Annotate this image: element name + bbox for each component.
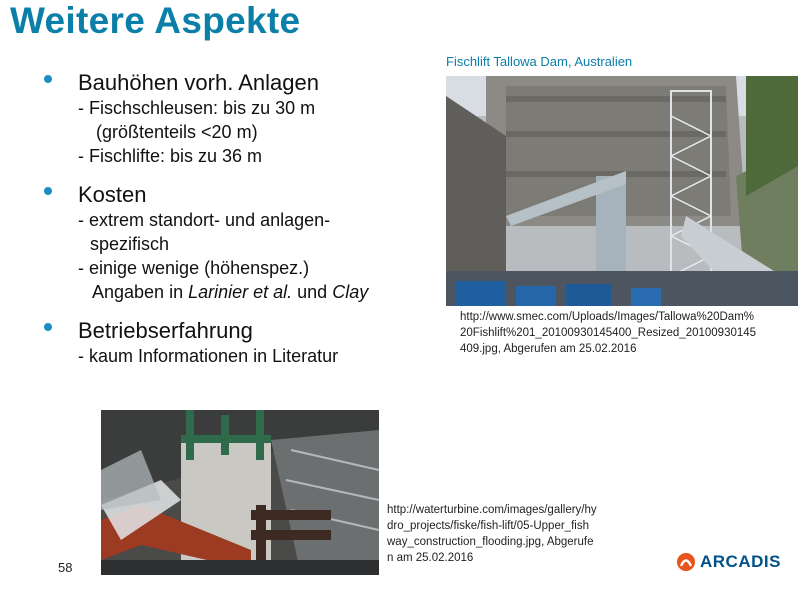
bullet-item-heights [48,70,448,168]
ref-text: Angaben in [92,282,189,302]
bullet-line-references [48,280,448,304]
arcadis-logo [676,552,781,572]
bullet-dot [44,75,52,83]
bullet-line: - Fischschleusen: bis zu 30 m [78,98,316,118]
slide-title: Weitere Aspekte [10,0,301,41]
fish-lift-construction-photo [101,410,379,575]
bullet-dot [44,323,52,331]
photo-source-link-2[interactable]: http://waterturbine.com/images/gallery/hydro_projects/fiske/fish-lift/05-Upper_fishway_construction_flooding.jpg, Abgerufen am 25.02.2016 [387,504,597,564]
arcadis-logo-icon [676,552,696,572]
bullet-line: (größtenteils <20 m) [96,122,258,142]
fishlift-dam-photo [446,76,798,306]
ref-text: und [292,282,333,302]
photo-caption: Fischlift Tallowa Dam, Australien [446,54,633,69]
bullet-line: spezifisch [90,234,170,254]
page-number: 58 [58,560,73,575]
logo-text: ARCADIS [700,552,781,571]
ref-author-larinier: Larinier et al. [188,282,293,302]
bullet-line: - Fischlifte: bis zu 36 m [78,146,263,166]
bullet-line: - extrem standort- und anlagen- [78,210,331,230]
bullet-heading: Betriebserfahrung [78,318,253,343]
bullet-item-experience [48,318,448,368]
bullet-heading: Bauhöhen vorh. Anlagen [78,70,319,95]
bullet-dot [44,187,52,195]
ref-author-clay: Clay [332,282,369,302]
bullet-item-costs [48,182,448,304]
bullet-heading: Kosten [78,182,147,207]
bullet-list [48,70,448,382]
bullet-line: - einige wenige (höhenspez.) [78,258,310,278]
bullet-line: - kaum Informationen in Literatur [78,346,339,366]
photo-source-link-1[interactable]: http://www.smec.com/Uploads/Images/Tallowa%20Dam%20Fishlift%201_20100930145400_Resized_20100930145409.jpg, Abgerufen am 25.02.2016 [460,311,757,355]
